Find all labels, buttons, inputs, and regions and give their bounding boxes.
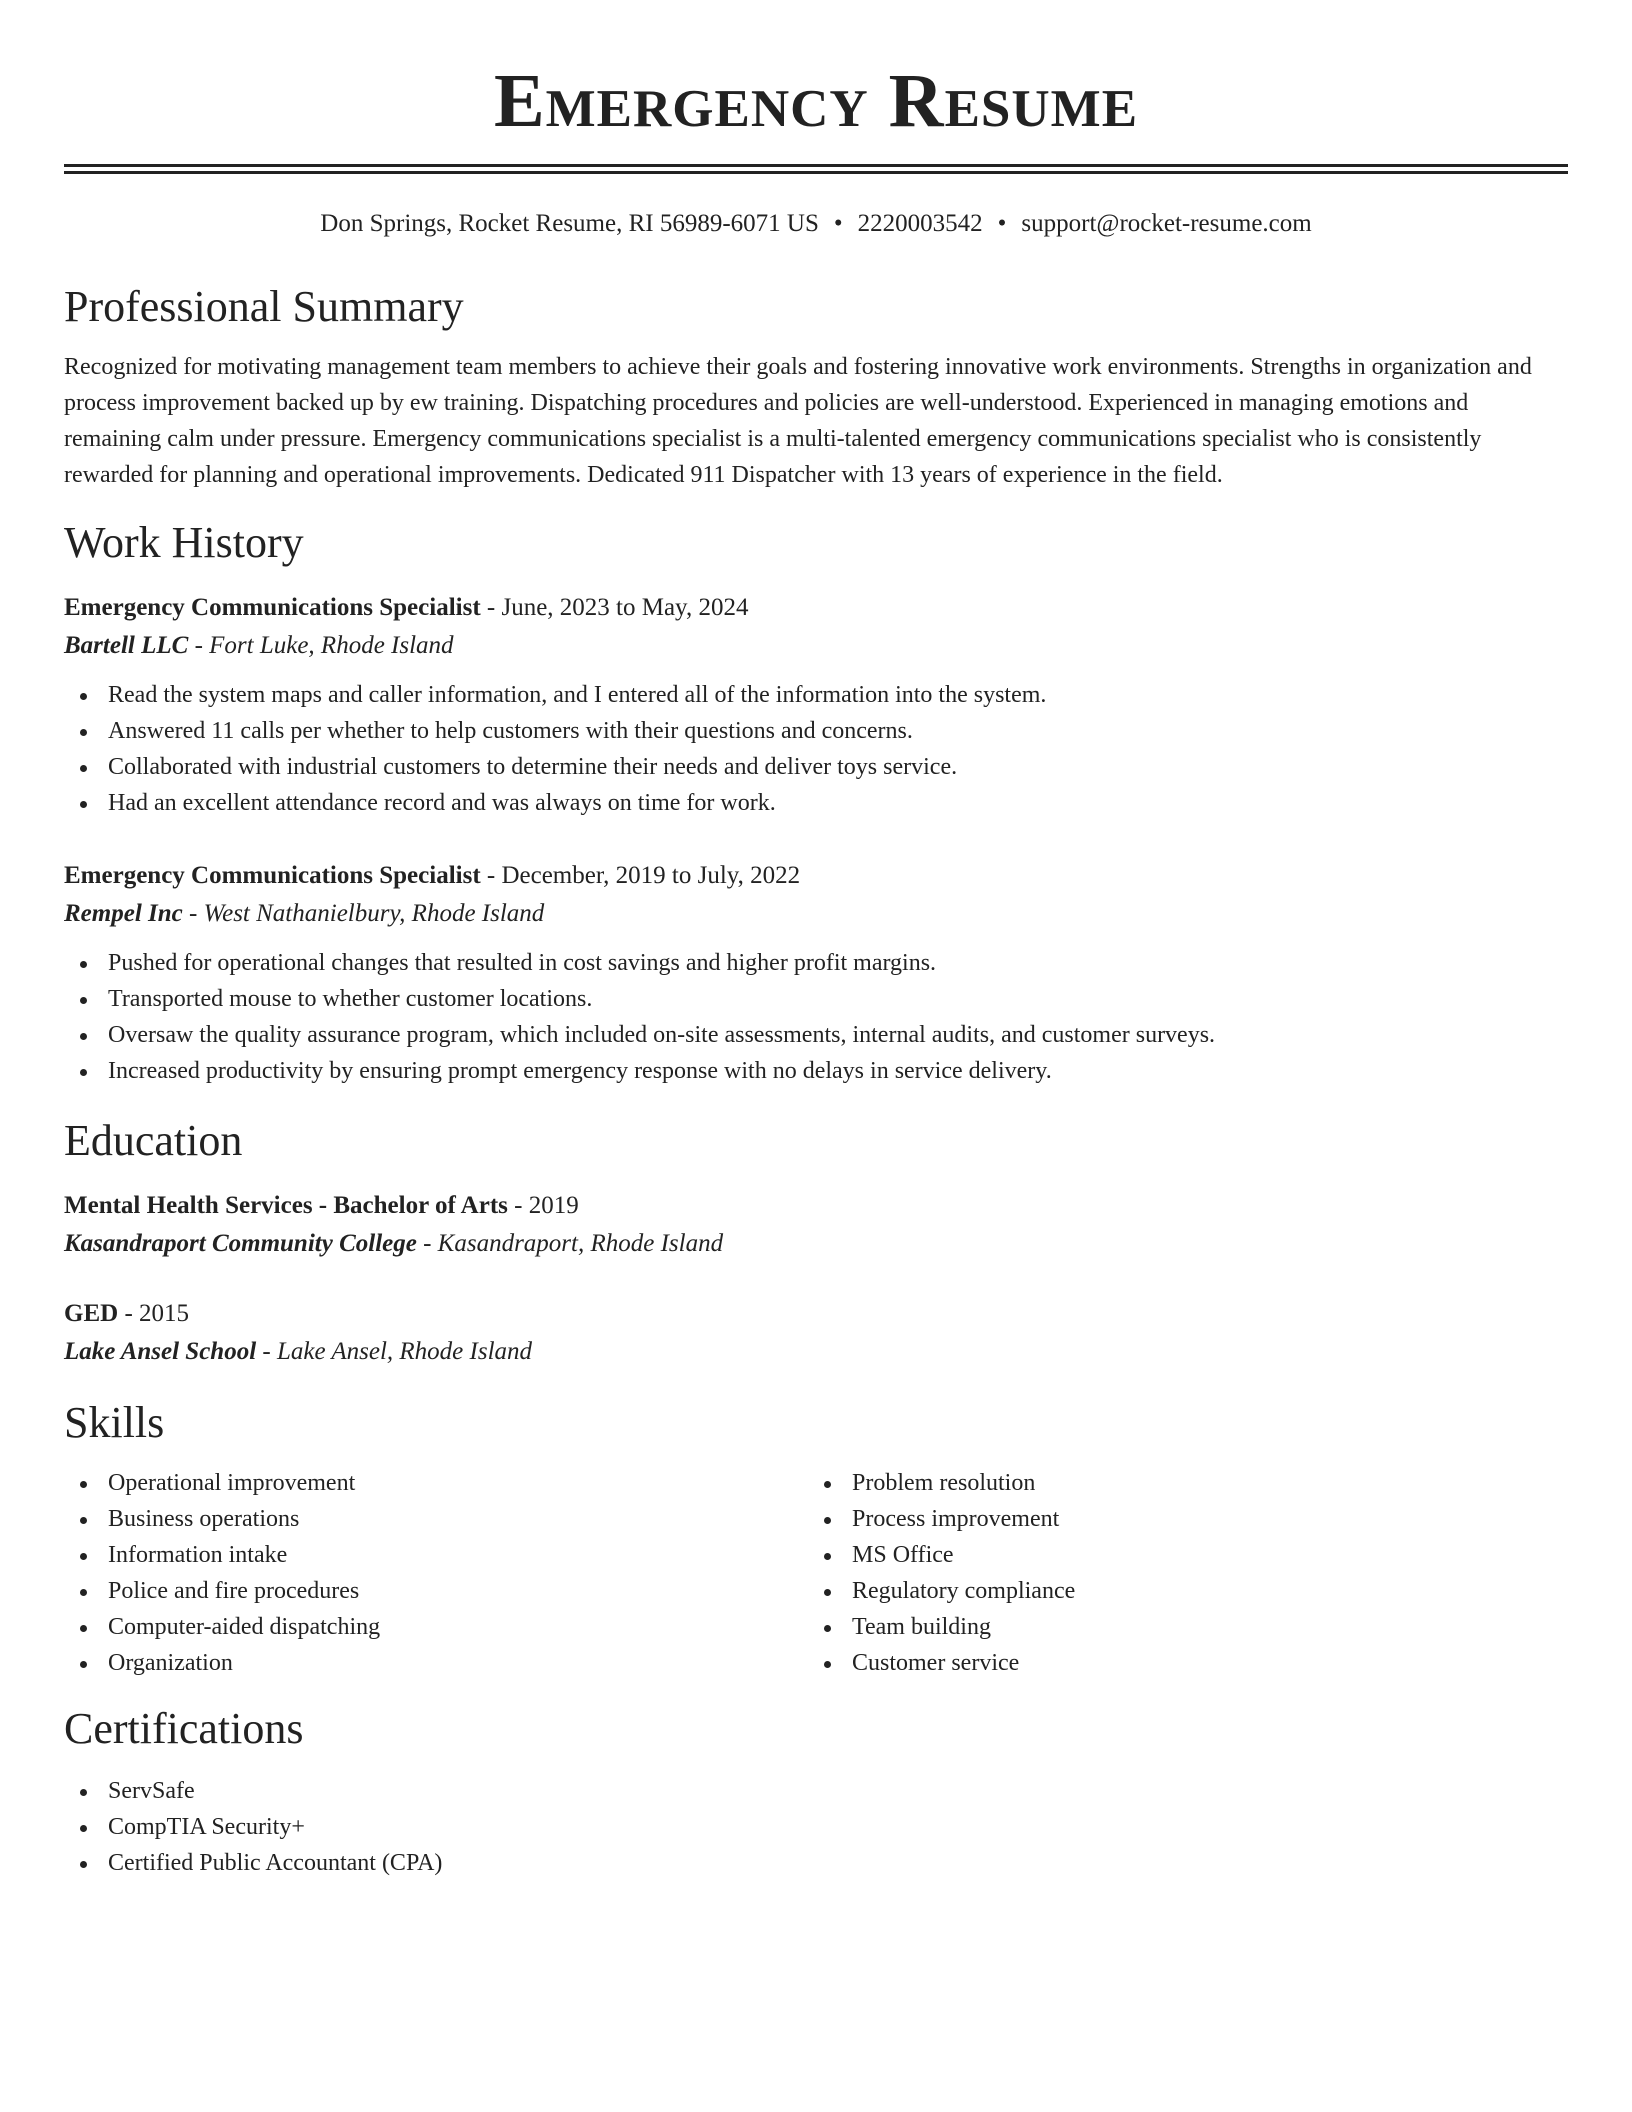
summary-text: Recognized for motivating management team members to achieve their goals and fostering innovative work environments. Strengths in organization and process improvement backed up by ew training. Dispatching procedures and policies are well-understood. Experienced in managing emotions and remaining calm under pressure. Emergency communications specialist is a multi-talented emergency communications specialist who is consistently rewarded for planning and operational improvements. Dedicated 911 Dispatcher with 13 years of experience in the field. — [64, 354, 1532, 488]
list-item: MS Office — [808, 1537, 1552, 1573]
contact-email: support@rocket-resume.com — [1021, 210, 1312, 237]
education-degree: GED — [64, 1300, 119, 1327]
section-heading-work-history: Work History — [64, 518, 304, 567]
skills-list-left — [64, 1465, 808, 1681]
contact-phone: 2220003542 — [857, 210, 983, 237]
list-item: Read the system maps and caller information, and I entered all of the information into the system. — [64, 677, 1568, 713]
list-item: Process improvement — [808, 1501, 1552, 1537]
list-item: Regulatory compliance — [808, 1573, 1552, 1609]
list-item: Oversaw the quality assurance program, which included on-site assessments, internal audits, and customer surveys. — [64, 1017, 1568, 1053]
job-dates: - June, 2023 to May, 2024 — [480, 594, 749, 621]
title-double-rule — [64, 164, 1568, 174]
list-item: Certified Public Accountant (CPA) — [64, 1845, 1568, 1881]
job-entry — [64, 589, 1568, 821]
education-school: Lake Ansel School — [64, 1338, 257, 1365]
job-company: Bartell LLC — [64, 632, 189, 659]
list-item: Collaborated with industrial customers to determine their needs and deliver toys service. — [64, 749, 1568, 785]
job-title-line — [64, 857, 1568, 895]
section-heading-certifications: Certifications — [64, 1704, 304, 1753]
section-heading-summary: Professional Summary — [64, 282, 464, 331]
contact-address: Don Springs, Rocket Resume, RI 56989-6071 US — [320, 210, 819, 237]
skills-columns — [64, 1465, 1568, 1681]
job-title: Emergency Communications Specialist — [64, 594, 481, 621]
education-entry — [64, 1295, 1568, 1371]
education-year: - 2019 — [507, 1192, 579, 1219]
list-item: Transported mouse to whether customer locations. — [64, 981, 1568, 1017]
job-title: Emergency Communications Specialist — [64, 862, 481, 889]
list-item: ServSafe — [64, 1773, 1568, 1809]
contact-separator: • — [833, 210, 843, 237]
list-item: CompTIA Security+ — [64, 1809, 1568, 1845]
job-company-line — [64, 627, 1568, 665]
education-school: Kasandraport Community College — [64, 1230, 417, 1257]
contact-line — [64, 208, 1568, 240]
education-degree-line — [64, 1187, 1568, 1225]
education-school-line — [64, 1225, 1568, 1263]
list-item: Increased productivity by ensuring prompt emergency response with no delays in service delivery. — [64, 1053, 1568, 1089]
list-item: Team building — [808, 1609, 1552, 1645]
job-entry — [64, 857, 1568, 1089]
job-dates: - December, 2019 to July, 2022 — [480, 862, 801, 889]
job-title-line — [64, 589, 1568, 627]
section-heading-education: Education — [64, 1116, 243, 1165]
list-item: Organization — [64, 1645, 808, 1681]
list-item: Business operations — [64, 1501, 808, 1537]
list-item: Had an excellent attendance record and was always on time for work. — [64, 785, 1568, 821]
list-item: Operational improvement — [64, 1465, 808, 1501]
job-company: Rempel Inc — [64, 900, 183, 927]
job-company-line — [64, 895, 1568, 933]
job-location: - Fort Luke, Rhode Island — [188, 632, 454, 659]
education-location: - Kasandraport, Rhode Island — [416, 1230, 724, 1257]
education-school-line — [64, 1333, 1568, 1371]
list-item: Pushed for operational changes that resulted in cost savings and higher profit margins. — [64, 945, 1568, 981]
skills-list-right — [808, 1465, 1552, 1681]
list-item: Problem resolution — [808, 1465, 1552, 1501]
list-item: Police and fire procedures — [64, 1573, 808, 1609]
job-location: - West Nathanielbury, Rhode Island — [182, 900, 545, 927]
list-item: Answered 11 calls per whether to help customers with their questions and concerns. — [64, 713, 1568, 749]
education-degree-line — [64, 1295, 1568, 1333]
certifications-list — [64, 1773, 1568, 1881]
list-item: Computer-aided dispatching — [64, 1609, 808, 1645]
resume-title: Emergency Resume — [493, 59, 1139, 143]
education-location: - Lake Ansel, Rhode Island — [256, 1338, 533, 1365]
job-bullets — [64, 945, 1568, 1089]
education-year: - 2015 — [118, 1300, 190, 1327]
list-item: Information intake — [64, 1537, 808, 1573]
section-heading-skills: Skills — [64, 1398, 165, 1447]
education-degree: Mental Health Services - Bachelor of Arts — [64, 1192, 508, 1219]
contact-separator: • — [997, 210, 1007, 237]
education-entry — [64, 1187, 1568, 1263]
job-bullets — [64, 677, 1568, 821]
list-item: Customer service — [808, 1645, 1552, 1681]
